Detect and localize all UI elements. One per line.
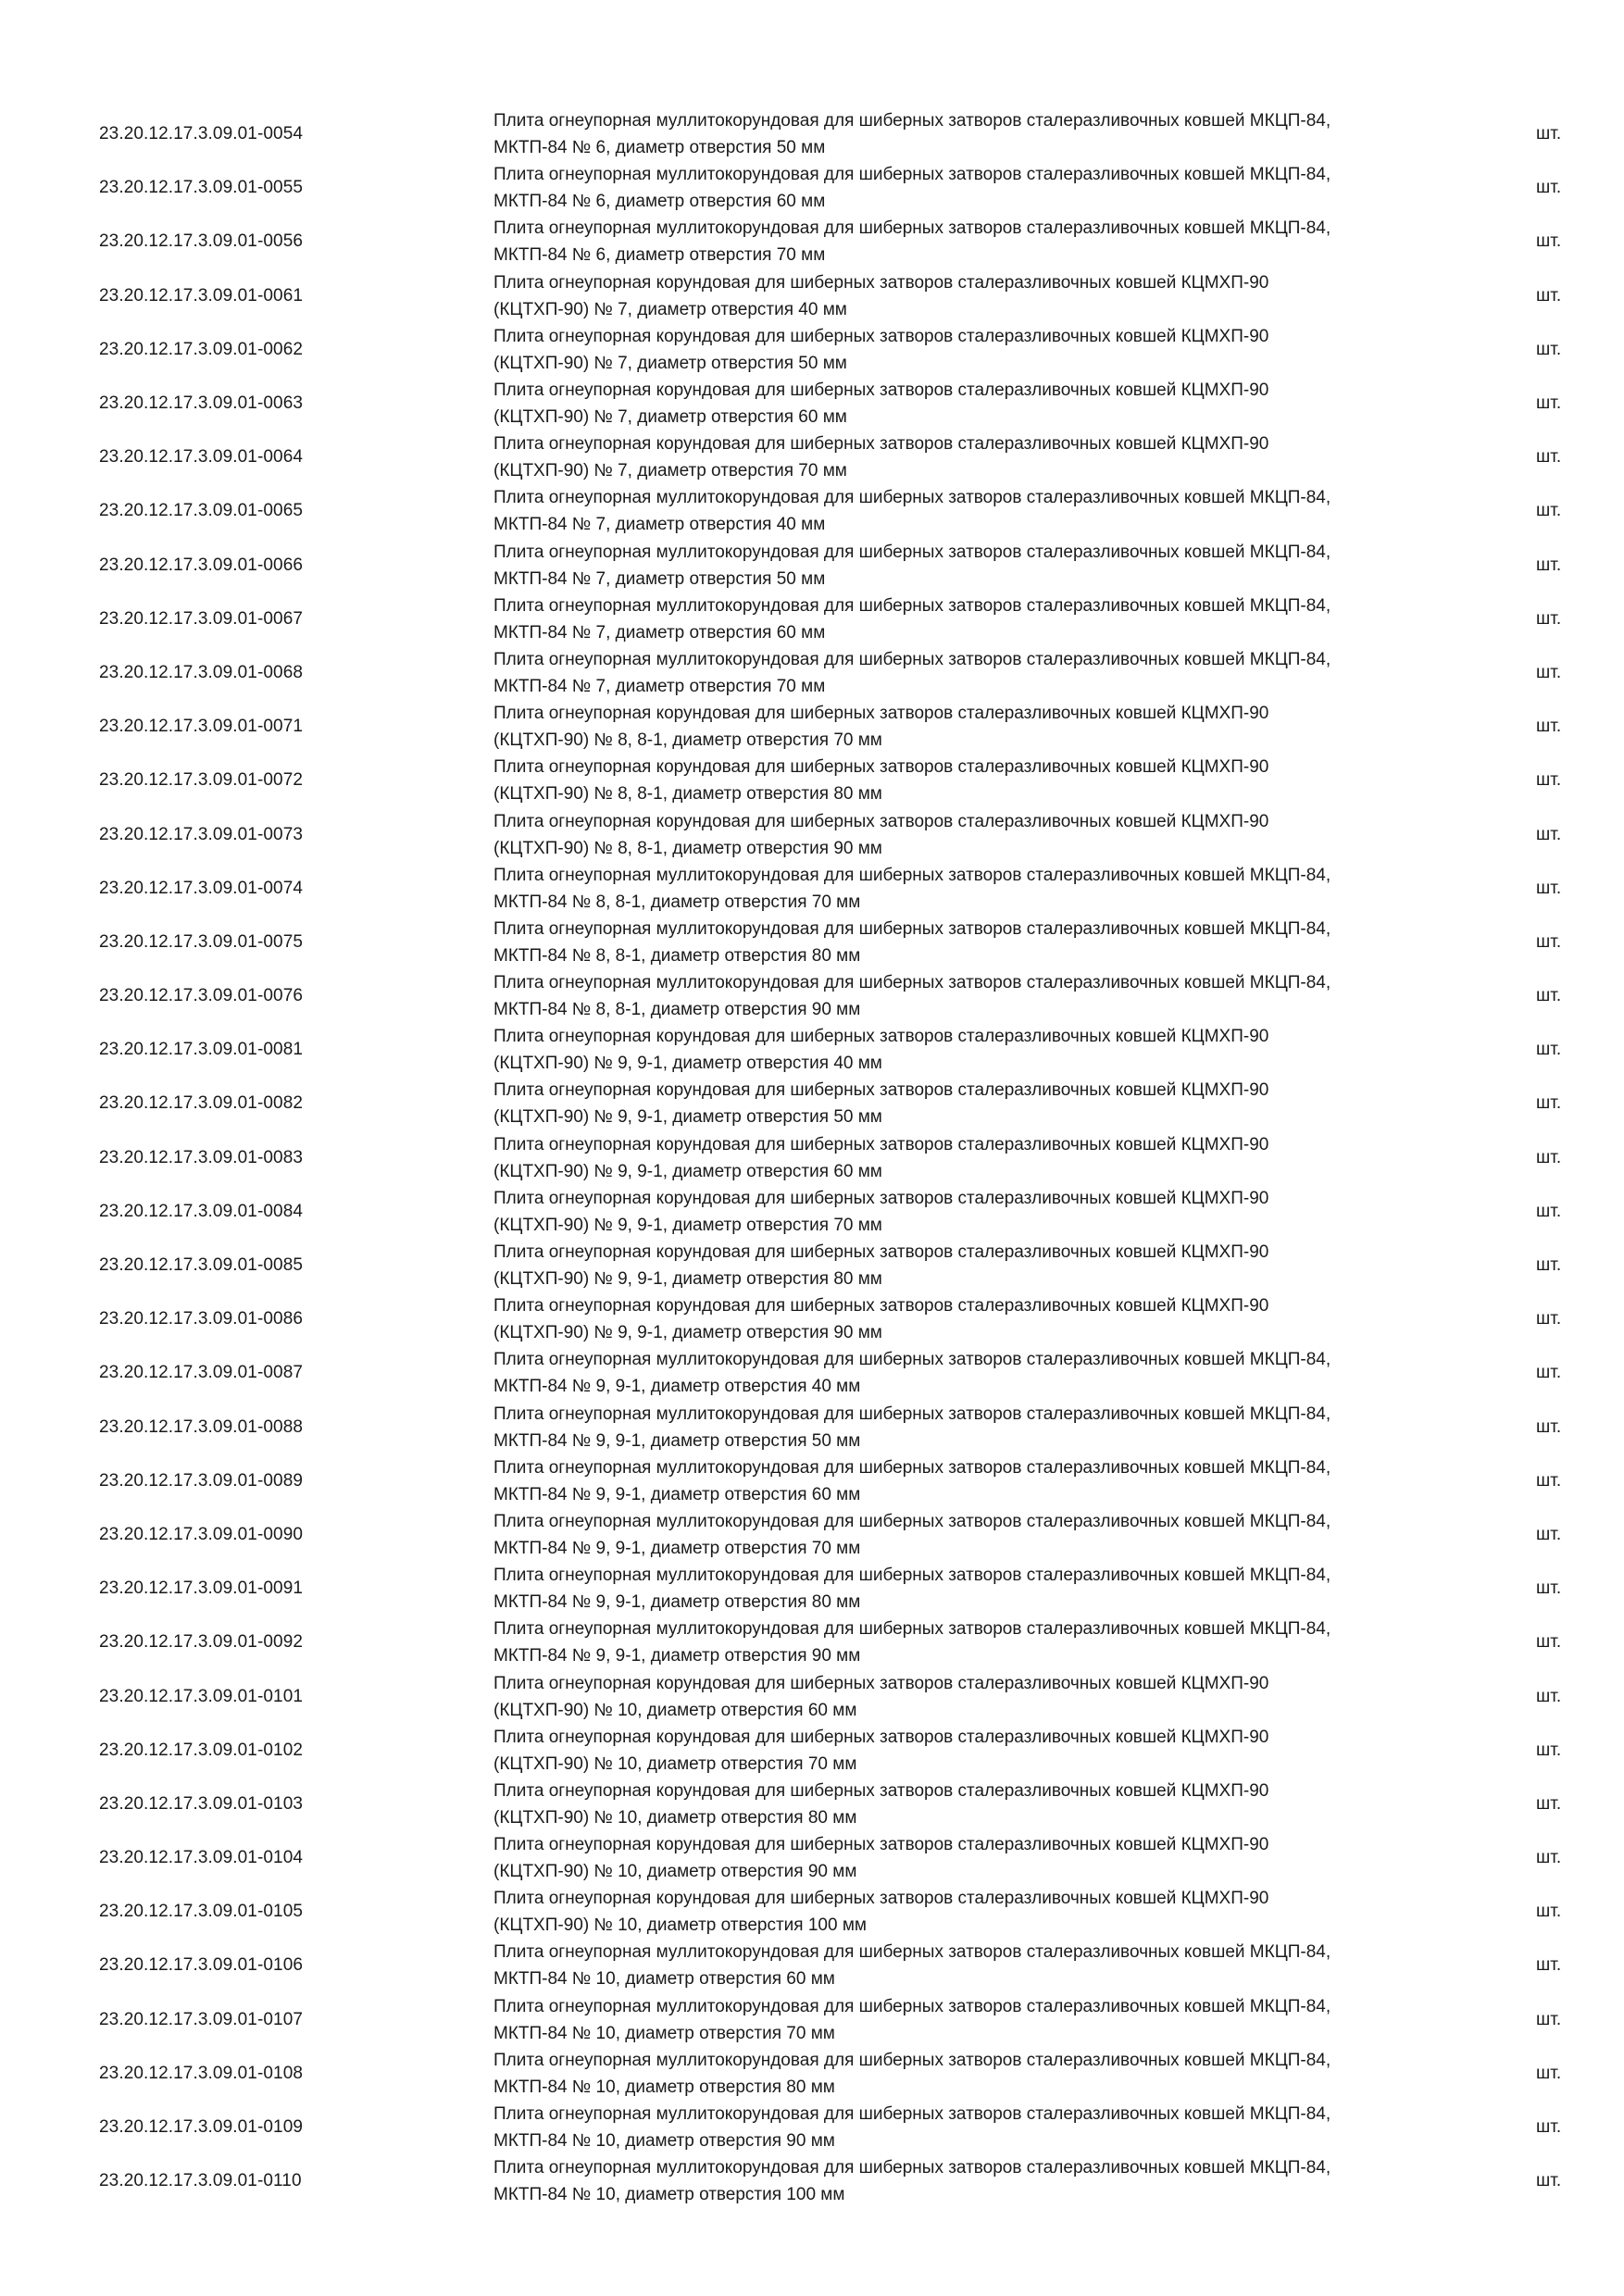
item-description-line-2: (КЦТХП-90) № 7, диаметр отверстия 50 мм	[493, 353, 847, 373]
item-code: 23.20.12.17.3.09.01-0101	[99, 1686, 304, 1706]
table-row	[0, 969, 1624, 1023]
item-unit: шт.	[1536, 555, 1562, 575]
item-description	[493, 1346, 1484, 1400]
table-row	[0, 1401, 1624, 1454]
item-description-line-1: Плита огнеупорная муллитокорундовая для шиберных затворов сталеразливочных ковшей МКЦП-84,	[493, 1350, 1331, 1370]
item-code: 23.20.12.17.3.09.01-0104	[99, 1848, 304, 1868]
item-description-line-1: Плита огнеупорная муллитокорундовая для шиберных затворов сталеразливочных ковшей МКЦП-84,	[493, 1511, 1331, 1531]
item-description	[493, 1616, 1484, 1669]
item-unit: шт.	[1536, 2009, 1562, 2029]
table-row	[0, 646, 1624, 700]
item-code: 23.20.12.17.3.09.01-0063	[99, 393, 304, 414]
item-description	[493, 1939, 1484, 1992]
item-description-line-1: Плита огнеупорная муллитокорундовая для шиберных затворов сталеразливочных ковшей МКЦП-84,	[493, 1404, 1331, 1424]
item-description-line-1: Плита огнеупорная муллитокорундовая для шиберных затворов сталеразливочных ковшей МКЦП-84,	[493, 488, 1331, 508]
item-description-line-2: (КЦТХП-90) № 10, диаметр отверстия 100 мм	[493, 1915, 867, 1936]
table-row	[0, 807, 1624, 861]
item-code: 23.20.12.17.3.09.01-0054	[99, 124, 304, 144]
table-row	[0, 1077, 1624, 1130]
table-row	[0, 1669, 1624, 1723]
item-description-line-1: Плита огнеупорная муллитокорундовая для шиберных затворов сталеразливочных ковшей МКЦП-84,	[493, 2158, 1331, 2178]
table-row	[0, 161, 1624, 215]
item-description-line-2: (КЦТХП-90) № 10, диаметр отверстия 80 мм	[493, 1807, 857, 1828]
table-row	[0, 1831, 1624, 1885]
item-unit: шт.	[1536, 1632, 1562, 1653]
item-description-line-1: Плита огнеупорная муллитокорундовая для шиберных затворов сталеразливочных ковшей МКЦП-84,	[493, 865, 1331, 885]
table-row	[0, 107, 1624, 161]
item-unit: шт.	[1536, 2171, 1562, 2191]
item-unit: шт.	[1536, 1363, 1562, 1383]
item-description-line-2: (КЦТХП-90) № 8, 8-1, диаметр отверстия 70 мм	[493, 730, 882, 751]
item-description	[493, 1669, 1484, 1723]
item-unit: шт.	[1536, 1686, 1562, 1706]
item-code: 23.20.12.17.3.09.01-0074	[99, 878, 304, 898]
item-unit: шт.	[1536, 2063, 1562, 2083]
item-description-line-1: Плита огнеупорная корундовая для шиберных затворов сталеразливочных ковшей КЦМХП-90	[493, 757, 1269, 778]
item-description-line-2: МКТП-84 № 10, диаметр отверстия 100 мм	[493, 2185, 845, 2205]
item-description-line-2: МКТП-84 № 9, 9-1, диаметр отверстия 40 мм	[493, 1377, 861, 1397]
item-description-line-2: МКТП-84 № 7, диаметр отверстия 40 мм	[493, 515, 826, 535]
table-row	[0, 2047, 1624, 2101]
item-description-line-2: (КЦТХП-90) № 9, 9-1, диаметр отверстия 80 мм	[493, 1269, 882, 1290]
item-description-line-1: Плита огнеупорная муллитокорундовая для шиберных затворов сталеразливочных ковшей МКЦП-84,	[493, 1619, 1331, 1640]
item-description-line-2: МКТП-84 № 7, диаметр отверстия 70 мм	[493, 676, 826, 696]
item-description-line-1: Плита огнеупорная корундовая для шиберных затворов сталеразливочных ковшей КЦМХП-90	[493, 1027, 1269, 1047]
item-unit: шт.	[1536, 1040, 1562, 1060]
item-code: 23.20.12.17.3.09.01-0103	[99, 1793, 304, 1814]
item-description	[493, 2047, 1484, 2101]
item-description-line-2: МКТП-84 № 6, диаметр отверстия 50 мм	[493, 138, 826, 158]
item-unit: шт.	[1536, 1309, 1562, 1329]
item-code: 23.20.12.17.3.09.01-0091	[99, 1578, 304, 1599]
item-description	[493, 430, 1484, 484]
table-row	[0, 323, 1624, 377]
item-code: 23.20.12.17.3.09.01-0075	[99, 931, 304, 952]
item-description	[493, 862, 1484, 916]
item-code: 23.20.12.17.3.09.01-0102	[99, 1740, 304, 1760]
item-description-line-1: Плита огнеупорная корундовая для шиберных затворов сталеразливочных ковшей КЦМХП-90	[493, 326, 1269, 346]
item-unit: шт.	[1536, 339, 1562, 359]
table-row	[0, 1939, 1624, 1992]
item-description-line-2: МКТП-84 № 8, 8-1, диаметр отверстия 70 мм	[493, 892, 861, 912]
item-description	[493, 1508, 1484, 1562]
table-row	[0, 1508, 1624, 1562]
table-row	[0, 377, 1624, 430]
table-row	[0, 700, 1624, 754]
table-row	[0, 2154, 1624, 2208]
item-description-line-1: Плита огнеупорная муллитокорундовая для шиберных затворов сталеразливочных ковшей МКЦП-84,	[493, 2050, 1331, 2070]
item-description-line-2: (КЦТХП-90) № 9, 9-1, диаметр отверстия 50 мм	[493, 1107, 882, 1128]
item-unit: шт.	[1536, 231, 1562, 252]
item-description	[493, 1831, 1484, 1885]
item-description	[493, 1131, 1484, 1185]
item-unit: шт.	[1536, 285, 1562, 306]
item-description-line-1: Плита огнеупорная муллитокорундовая для шиберных затворов сталеразливочных ковшей МКЦП-84,	[493, 218, 1331, 239]
item-description	[493, 593, 1484, 646]
item-unit: шт.	[1536, 878, 1562, 898]
item-description-line-2: (КЦТХП-90) № 9, 9-1, диаметр отверстия 60 мм	[493, 1161, 882, 1181]
item-code: 23.20.12.17.3.09.01-0106	[99, 1955, 304, 1976]
table-row	[0, 1292, 1624, 1346]
item-unit: шт.	[1536, 1201, 1562, 1221]
table-row	[0, 1562, 1624, 1616]
item-description-line-1: Плита огнеупорная корундовая для шиберных затворов сталеразливочных ковшей КЦМХП-90	[493, 1727, 1269, 1747]
item-description	[493, 700, 1484, 754]
item-code: 23.20.12.17.3.09.01-0088	[99, 1416, 304, 1437]
item-code: 23.20.12.17.3.09.01-0068	[99, 662, 304, 682]
item-code: 23.20.12.17.3.09.01-0062	[99, 339, 304, 359]
item-code: 23.20.12.17.3.09.01-0083	[99, 1147, 304, 1167]
item-description	[493, 916, 1484, 969]
item-description-line-1: Плита огнеупорная муллитокорундовая для шиберных затворов сталеразливочных ковшей МКЦП-84,	[493, 973, 1331, 993]
item-description	[493, 377, 1484, 430]
item-unit: шт.	[1536, 178, 1562, 198]
item-code: 23.20.12.17.3.09.01-0089	[99, 1470, 304, 1491]
item-description	[493, 1077, 1484, 1130]
item-description-line-1: Плита огнеупорная муллитокорундовая для шиберных затворов сталеразливочных ковшей МКЦП-84,	[493, 649, 1331, 669]
item-description-line-2: (КЦТХП-90) № 10, диаметр отверстия 90 мм	[493, 1862, 857, 1882]
table-row	[0, 1616, 1624, 1669]
item-unit: шт.	[1536, 2117, 1562, 2138]
item-description	[493, 539, 1484, 593]
item-description-line-1: Плита огнеупорная корундовая для шиберных затворов сталеразливочных ковшей КЦМХП-90	[493, 1134, 1269, 1154]
table-row	[0, 269, 1624, 323]
item-description	[493, 754, 1484, 807]
item-unit: шт.	[1536, 1416, 1562, 1437]
table-row	[0, 754, 1624, 807]
item-description-line-2: МКТП-84 № 9, 9-1, диаметр отверстия 50 мм	[493, 1430, 861, 1451]
item-code: 23.20.12.17.3.09.01-0082	[99, 1093, 304, 1114]
item-code: 23.20.12.17.3.09.01-0067	[99, 608, 304, 629]
item-description-line-1: Плита огнеупорная муллитокорундовая для шиберных затворов сталеразливочных ковшей МКЦП-84,	[493, 1566, 1331, 1586]
item-description	[493, 2101, 1484, 2154]
item-description-line-2: МКТП-84 № 8, 8-1, диаметр отверстия 80 мм	[493, 945, 861, 966]
table-row	[0, 1346, 1624, 1400]
item-description-line-1: Плита огнеупорная муллитокорундовая для шиберных затворов сталеразливочных ковшей МКЦП-84,	[493, 1996, 1331, 2016]
item-unit: шт.	[1536, 1955, 1562, 1976]
item-description-line-2: (КЦТХП-90) № 7, диаметр отверстия 60 мм	[493, 407, 847, 428]
item-description	[493, 969, 1484, 1023]
table-row	[0, 539, 1624, 593]
item-description-line-2: МКТП-84 № 7, диаметр отверстия 50 мм	[493, 568, 826, 589]
item-code: 23.20.12.17.3.09.01-0086	[99, 1309, 304, 1329]
item-unit: шт.	[1536, 770, 1562, 791]
item-unit: шт.	[1536, 1147, 1562, 1167]
item-description-line-2: (КЦТХП-90) № 9, 9-1, диаметр отверстия 70 мм	[493, 1215, 882, 1235]
item-description	[493, 1401, 1484, 1454]
item-description-line-2: МКТП-84 № 7, диаметр отверстия 60 мм	[493, 622, 826, 643]
item-description-line-1: Плита огнеупорная корундовая для шиберных затворов сталеразливочных ковшей КЦМХП-90	[493, 704, 1269, 724]
item-description	[493, 323, 1484, 377]
item-code: 23.20.12.17.3.09.01-0090	[99, 1524, 304, 1544]
item-description-line-1: Плита огнеупорная муллитокорундовая для шиберных затворов сталеразливочных ковшей МКЦП-84,	[493, 165, 1331, 185]
table-row	[0, 593, 1624, 646]
item-unit: шт.	[1536, 1255, 1562, 1276]
item-description-line-1: Плита огнеупорная муллитокорундовая для шиберных затворов сталеразливочных ковшей МКЦП-84,	[493, 595, 1331, 616]
item-description-line-2: МКТП-84 № 9, 9-1, диаметр отверстия 60 мм	[493, 1484, 861, 1504]
item-description-line-1: Плита огнеупорная корундовая для шиберных затворов сталеразливочных ковшей КЦМХП-90	[493, 1780, 1269, 1801]
table-row	[0, 916, 1624, 969]
item-description	[493, 269, 1484, 323]
item-description-line-2: (КЦТХП-90) № 7, диаметр отверстия 70 мм	[493, 461, 847, 481]
item-unit: шт.	[1536, 447, 1562, 468]
table-row	[0, 1185, 1624, 1239]
item-code: 23.20.12.17.3.09.01-0056	[99, 231, 304, 252]
table-row	[0, 1239, 1624, 1292]
item-description-line-1: Плита огнеупорная корундовая для шиберных затворов сталеразливочных ковшей КЦМХП-90	[493, 1673, 1269, 1693]
item-description-line-1: Плита огнеупорная корундовая для шиберных затворов сталеразливочных ковшей КЦМХП-90	[493, 1889, 1269, 1909]
item-description-line-2: МКТП-84 № 10, диаметр отверстия 80 мм	[493, 2077, 835, 2097]
item-unit: шт.	[1536, 501, 1562, 521]
item-code: 23.20.12.17.3.09.01-0065	[99, 501, 304, 521]
item-description	[493, 215, 1484, 268]
item-description	[493, 107, 1484, 161]
item-description	[493, 484, 1484, 538]
table-row	[0, 1454, 1624, 1508]
item-description	[493, 1185, 1484, 1239]
item-code: 23.20.12.17.3.09.01-0085	[99, 1255, 304, 1276]
item-code: 23.20.12.17.3.09.01-0087	[99, 1363, 304, 1383]
item-description-line-2: МКТП-84 № 6, диаметр отверстия 70 мм	[493, 245, 826, 266]
item-description-line-1: Плита огнеупорная муллитокорундовая для шиберных затворов сталеразливочных ковшей МКЦП-84,	[493, 1942, 1331, 1963]
item-code: 23.20.12.17.3.09.01-0107	[99, 2009, 304, 2029]
item-code: 23.20.12.17.3.09.01-0108	[99, 2063, 304, 2083]
item-description	[493, 1454, 1484, 1508]
item-description	[493, 1023, 1484, 1077]
item-description-line-2: (КЦТХП-90) № 7, диаметр отверстия 40 мм	[493, 299, 847, 319]
item-unit: шт.	[1536, 986, 1562, 1006]
item-description-line-1: Плита огнеупорная корундовая для шиберных затворов сталеразливочных ковшей КЦМХП-90	[493, 811, 1269, 831]
table-row	[0, 1885, 1624, 1939]
item-description-line-2: (КЦТХП-90) № 9, 9-1, диаметр отверстия 90 мм	[493, 1323, 882, 1343]
item-description-line-2: (КЦТХП-90) № 10, диаметр отверстия 70 мм	[493, 1753, 857, 1774]
item-description-line-2: МКТП-84 № 10, диаметр отверстия 90 мм	[493, 2131, 835, 2152]
item-description-line-2: МКТП-84 № 8, 8-1, диаметр отверстия 90 мм	[493, 1000, 861, 1020]
item-description-line-2: МКТП-84 № 6, диаметр отверстия 60 мм	[493, 192, 826, 212]
item-unit: шт.	[1536, 124, 1562, 144]
item-code: 23.20.12.17.3.09.01-0081	[99, 1040, 304, 1060]
item-description-line-1: Плита огнеупорная корундовая для шиберных затворов сталеразливочных ковшей КЦМХП-90	[493, 381, 1269, 401]
item-description-line-2: (КЦТХП-90) № 9, 9-1, диаметр отверстия 40 мм	[493, 1054, 882, 1074]
item-unit: шт.	[1536, 1578, 1562, 1599]
item-description-line-2: (КЦТХП-90) № 8, 8-1, диаметр отверстия 80 мм	[493, 784, 882, 805]
item-description-line-2: (КЦТХП-90) № 10, диаметр отверстия 60 мм	[493, 1700, 857, 1720]
item-code: 23.20.12.17.3.09.01-0105	[99, 1902, 304, 1922]
item-code: 23.20.12.17.3.09.01-0109	[99, 2117, 304, 2138]
item-description-line-1: Плита огнеупорная муллитокорундовая для шиберных затворов сталеразливочных ковшей МКЦП-84,	[493, 1457, 1331, 1478]
item-description	[493, 1239, 1484, 1292]
item-description-line-1: Плита огнеупорная корундовая для шиберных затворов сталеразливочных ковшей КЦМХП-90	[493, 272, 1269, 293]
item-description-line-1: Плита огнеупорная муллитокорундовая для шиберных затворов сталеразливочных ковшей МКЦП-84,	[493, 918, 1331, 939]
item-description-line-1: Плита огнеупорная корундовая для шиберных затворов сталеразливочных ковшей КЦМХП-90	[493, 1080, 1269, 1101]
item-description	[493, 1724, 1484, 1778]
table-row	[0, 1131, 1624, 1185]
table-row	[0, 215, 1624, 268]
price-items-table	[0, 107, 1624, 2208]
table-row	[0, 430, 1624, 484]
item-unit: шт.	[1536, 1740, 1562, 1760]
item-description-line-2: МКТП-84 № 9, 9-1, диаметр отверстия 90 мм	[493, 1646, 861, 1666]
table-row	[0, 484, 1624, 538]
item-code: 23.20.12.17.3.09.01-0064	[99, 447, 304, 468]
item-code: 23.20.12.17.3.09.01-0092	[99, 1632, 304, 1653]
item-code: 23.20.12.17.3.09.01-0072	[99, 770, 304, 791]
item-description-line-1: Плита огнеупорная корундовая для шиберных затворов сталеразливочных ковшей КЦМХП-90	[493, 1296, 1269, 1316]
item-description-line-1: Плита огнеупорная корундовая для шиберных затворов сталеразливочных ковшей КЦМХП-90	[493, 1242, 1269, 1263]
item-description-line-2: МКТП-84 № 10, диаметр отверстия 60 мм	[493, 1969, 835, 1990]
item-code: 23.20.12.17.3.09.01-0076	[99, 986, 304, 1006]
item-unit: шт.	[1536, 393, 1562, 414]
item-unit: шт.	[1536, 717, 1562, 737]
item-unit: шт.	[1536, 1524, 1562, 1544]
item-unit: шт.	[1536, 931, 1562, 952]
table-row	[0, 1724, 1624, 1778]
item-description	[493, 1885, 1484, 1939]
item-description-line-1: Плита огнеупорная корундовая для шиберных затворов сталеразливочных ковшей КЦМХП-90	[493, 1188, 1269, 1208]
item-description-line-1: Плита огнеупорная корундовая для шиберных затворов сталеразливочных ковшей КЦМХП-90	[493, 1835, 1269, 1855]
item-unit: шт.	[1536, 1793, 1562, 1814]
item-unit: шт.	[1536, 1093, 1562, 1114]
item-unit: шт.	[1536, 608, 1562, 629]
item-description	[493, 161, 1484, 215]
item-code: 23.20.12.17.3.09.01-0073	[99, 824, 304, 844]
item-code: 23.20.12.17.3.09.01-0110	[99, 2171, 302, 2191]
item-description-line-2: (КЦТХП-90) № 8, 8-1, диаметр отверстия 90 мм	[493, 838, 882, 858]
table-row	[0, 1993, 1624, 2047]
item-description-line-2: МКТП-84 № 9, 9-1, диаметр отверстия 80 мм	[493, 1592, 861, 1613]
item-description-line-2: МКТП-84 № 10, диаметр отверстия 70 мм	[493, 2023, 835, 2043]
item-unit: шт.	[1536, 1902, 1562, 1922]
table-row	[0, 862, 1624, 916]
item-description	[493, 2154, 1484, 2208]
item-code: 23.20.12.17.3.09.01-0084	[99, 1201, 304, 1221]
item-code: 23.20.12.17.3.09.01-0055	[99, 178, 304, 198]
item-description	[493, 1292, 1484, 1346]
item-description-line-1: Плита огнеупорная муллитокорундовая для шиберных затворов сталеразливочных ковшей МКЦП-84,	[493, 111, 1331, 131]
item-unit: шт.	[1536, 1848, 1562, 1868]
item-description-line-1: Плита огнеупорная корундовая для шиберных затворов сталеразливочных ковшей КЦМХП-90	[493, 434, 1269, 455]
item-unit: шт.	[1536, 662, 1562, 682]
item-code: 23.20.12.17.3.09.01-0066	[99, 555, 304, 575]
item-description	[493, 1993, 1484, 2047]
item-code: 23.20.12.17.3.09.01-0061	[99, 285, 304, 306]
item-description-line-1: Плита огнеупорная муллитокорундовая для шиберных затворов сталеразливочных ковшей МКЦП-84,	[493, 542, 1331, 562]
item-description	[493, 1562, 1484, 1616]
table-row	[0, 1778, 1624, 1831]
table-row	[0, 1023, 1624, 1077]
item-unit: шт.	[1536, 1470, 1562, 1491]
item-description	[493, 807, 1484, 861]
item-description-line-2: МКТП-84 № 9, 9-1, диаметр отверстия 70 мм	[493, 1538, 861, 1558]
item-code: 23.20.12.17.3.09.01-0071	[99, 717, 304, 737]
table-row	[0, 2101, 1624, 2154]
item-description-line-1: Плита огнеупорная муллитокорундовая для шиберных затворов сталеразливочных ковшей МКЦП-84,	[493, 2104, 1331, 2125]
item-unit: шт.	[1536, 824, 1562, 844]
item-description	[493, 646, 1484, 700]
item-description	[493, 1778, 1484, 1831]
